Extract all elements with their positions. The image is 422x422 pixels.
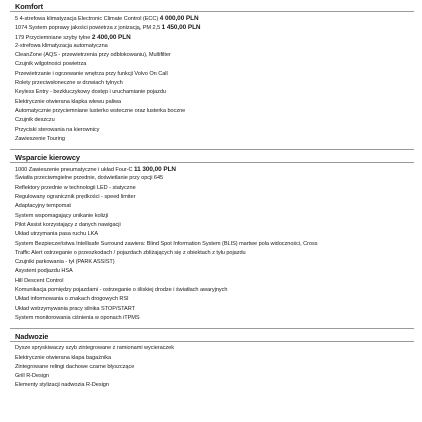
equipment-item	[10, 79, 414, 88]
equipment-item	[10, 135, 414, 144]
equipment-item	[10, 51, 414, 60]
equipment-item-text: 5 4-strefowa klimatyzacja Electronic Climate Control (ECC)	[15, 16, 160, 22]
equipment-item-text: Pilot Assist korzystający z danych nawigacji	[15, 221, 121, 228]
equipment-item	[10, 286, 414, 295]
equipment-item	[10, 33, 414, 42]
equipment-item-price: 4 000,00 PLN	[159, 15, 199, 22]
equipment-item-text: Adaptacyjny tempomat	[15, 203, 71, 210]
equipment-item	[10, 42, 414, 51]
equipment-item	[10, 212, 414, 221]
equipment-item-text: System wspomagający unikanie kolizji	[15, 212, 109, 219]
equipment-item	[10, 165, 414, 174]
equipment-item-text: Przewietrzanie i ogrzewanie wnętrza przy funkcji Volvo On Call	[15, 70, 168, 77]
equipment-item-text: Hill Descent Control	[15, 277, 64, 284]
equipment-item	[10, 230, 414, 239]
equipment-item-text: Komunikacja pomiędzy pojazdami - ostrzeganie o śliskiej drodze i światłach awaryjnych	[15, 287, 228, 294]
equipment-item-text: Automatycznie przyciemniane lusterko wsteczne oraz lusterka boczne	[15, 107, 186, 114]
equipment-item	[10, 98, 414, 107]
equipment-item-text: Układ informowania o znakach drogowych RSI	[15, 296, 129, 303]
equipment-item-text: Keyless Entry - bezkluczykowy dostęp i uruchamianie pojazdu	[15, 89, 166, 96]
equipment-item	[10, 60, 414, 69]
equipment-item-text: Elektrycznie otwierana klapka wlewu paliwa	[15, 98, 122, 105]
equipment-item-text: System Bezpieczeństwa Intellisafe Surround zawiera: Blind Spot Information System (BLIS) martwe pola widoczności, Cross	[15, 240, 318, 247]
equipment-document	[10, 2, 414, 391]
equipment-item	[10, 14, 414, 23]
equipment-item-text: Zintegrowane relingi dachowe czarne błyszczące	[15, 363, 135, 370]
section-title: Komfort	[15, 2, 44, 11]
equipment-item-text: Układ utrzymania pasa ruchu LKA	[15, 231, 99, 238]
equipment-item-text: Reflektory przednie w technologii LED - statyczne	[15, 184, 136, 191]
equipment-item-text: System monitorowania ciśnienia w oponach iTPMS	[15, 314, 140, 321]
equipment-item	[10, 174, 414, 183]
equipment-item	[10, 116, 414, 125]
equipment-item	[10, 88, 414, 97]
equipment-item-text: Elementy stylizacji nadwozia R-Design	[15, 382, 109, 389]
equipment-item	[10, 277, 414, 286]
equipment-item	[10, 363, 414, 372]
equipment-item-price: 1 450,00 PLN	[161, 24, 201, 32]
equipment-item-text: Rolety przeciwsłoneczne w drzwiach tylnych	[15, 80, 123, 87]
section-title: Wsparcie kierowcy	[15, 153, 80, 163]
equipment-item	[10, 184, 414, 193]
equipment-item-text: 179 Przyciemniane szyby tylne	[15, 34, 92, 41]
section-rule	[10, 162, 414, 163]
equipment-item	[10, 23, 414, 32]
section-rule	[10, 11, 414, 12]
equipment-item	[10, 249, 414, 258]
equipment-item	[10, 221, 414, 230]
equipment-item-text: Przyciski sterowania na kierownicy	[15, 126, 100, 133]
section-title: Nadwozie	[15, 332, 49, 342]
equipment-item-text: Układ wstrzymywania pracy silnika STOP/START	[15, 305, 135, 312]
equipment-item	[10, 258, 414, 267]
equipment-item-text: Zawieszenie Touring	[15, 135, 65, 142]
equipment-item-text: Traffic Alert ostrzeganie o przeszkodach / pojazdach zbliżających się z obiektach z tyłu pojazdu	[15, 249, 246, 256]
section-rule	[10, 341, 414, 342]
equipment-item-text: Regulowany ogranicznik prędkości - speed limiter	[15, 194, 136, 201]
equipment-item-price: 11 300,00 PLN	[134, 166, 176, 174]
equipment-item	[10, 295, 414, 304]
equipment-item	[10, 267, 414, 276]
equipment-item	[10, 372, 414, 381]
equipment-item-text: Dysze spryskiwaczy szyb zintegrowane z ramionami wycieraczek	[15, 345, 174, 352]
equipment-item-text: Elektrycznie otwierana klapa bagażnika	[15, 354, 112, 361]
equipment-item-text: Czujnik wilgotności powietrza	[15, 61, 87, 68]
equipment-item-text: Asystent podjazdu HSA	[15, 268, 73, 275]
equipment-item	[10, 354, 414, 363]
equipment-item-text: 1000 Zawieszenie pneumatyczne i układ Four-C	[15, 167, 135, 174]
equipment-item-text: Grill R-Design	[15, 373, 50, 380]
equipment-item-text: 2-strefowa klimatyzacja automatyczna	[15, 42, 108, 49]
equipment-item	[10, 240, 414, 249]
equipment-item	[10, 193, 414, 202]
equipment-item	[10, 202, 414, 211]
equipment-item-text: CleanZone (AQS - przewietrzenia przy odblokowaniu), Multifilter	[15, 52, 171, 59]
equipment-item	[10, 126, 414, 135]
equipment-item-price: 2 400,00 PLN	[91, 33, 131, 41]
equipment-item	[10, 381, 414, 390]
equipment-item	[10, 305, 414, 314]
equipment-item	[10, 107, 414, 116]
equipment-item-text: Czujnik deszczu	[15, 117, 55, 124]
equipment-item-text: Czujniki parkowania - tył (PARK ASSIST)	[15, 259, 115, 266]
equipment-item-text: 1074 System poprawy jakości powietrza z jonizacją, PM 2,5	[15, 25, 162, 32]
equipment-item	[10, 70, 414, 79]
equipment-item-text: Światła przeciwmgielne przednie, doświetlanie przy opcji 645	[15, 175, 164, 182]
equipment-item	[10, 344, 414, 353]
equipment-item	[10, 314, 414, 323]
